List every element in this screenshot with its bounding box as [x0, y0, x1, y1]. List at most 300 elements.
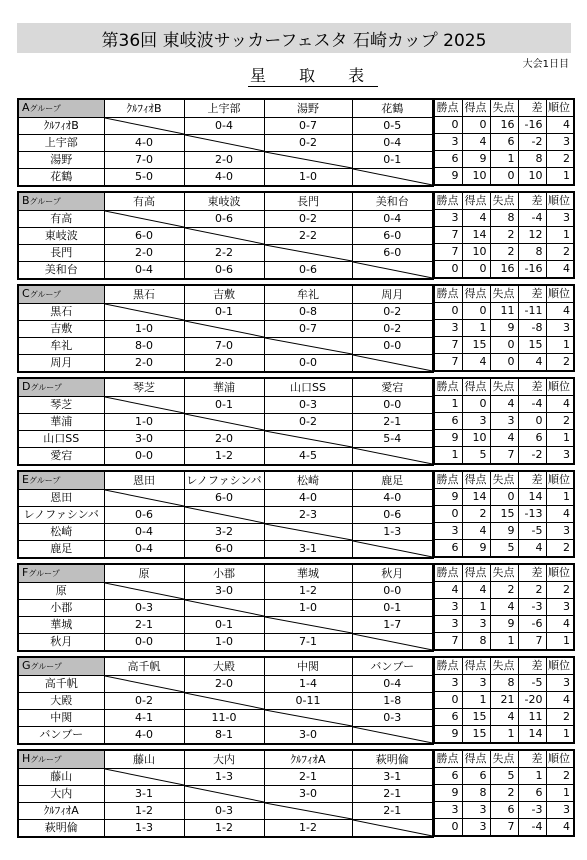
stat-cell: 6 — [490, 802, 518, 819]
team-column-header: 湯野 — [264, 99, 352, 118]
stat-cell: 0 — [490, 168, 518, 186]
team-row-name: 中関 — [18, 710, 104, 727]
tournament-title: 第36回 東岐波サッカーフェスタ 石崎カップ 2025 — [101, 30, 487, 51]
diagonal-cell — [264, 803, 352, 820]
stats-header-row — [434, 657, 574, 675]
group-a — [17, 98, 573, 187]
diagonal-line — [185, 786, 264, 802]
stat-cell: 0 — [462, 117, 490, 134]
stat-cell: 9 — [490, 523, 518, 540]
stat-cell: 0 — [434, 117, 462, 134]
team-column-header: ｸﾙﾌｨｵA — [264, 750, 352, 769]
stat-cell: 9 — [490, 320, 518, 337]
stat-header: 差 — [518, 471, 546, 489]
diagonal-cell — [104, 211, 184, 228]
team-row-name: 高千帆 — [18, 676, 104, 693]
stat-cell: 0 — [434, 819, 462, 837]
diagonal-cell — [184, 693, 264, 710]
header-row — [18, 99, 433, 118]
team-row-name: 周月 — [18, 355, 104, 373]
team-row-name: ｸﾙﾌｨｵB — [18, 118, 104, 135]
group-letter: G — [22, 659, 31, 672]
diagonal-line — [105, 397, 184, 413]
stat-cell: 0 — [462, 303, 490, 320]
stat-cell: 3 — [434, 320, 462, 337]
stat-cell: 8 — [518, 244, 546, 261]
score-cell: 2-0 — [104, 245, 184, 262]
team-row-name: 秋月 — [18, 634, 104, 652]
table-row — [18, 414, 433, 431]
score-cell: 2-0 — [184, 152, 264, 169]
diagonal-line — [265, 152, 352, 168]
stat-cell: 4 — [462, 134, 490, 151]
team-column-header: 華浦 — [184, 378, 264, 397]
group-letter: A — [22, 101, 30, 114]
stat-cell: 1 — [546, 430, 574, 447]
stat-header: 差 — [518, 657, 546, 675]
score-cell: 0-4 — [104, 262, 184, 280]
stats-row — [434, 616, 574, 633]
stat-cell: 0 — [434, 261, 462, 279]
score-cell: 1-0 — [104, 321, 184, 338]
results-table — [17, 284, 434, 373]
group-label — [18, 99, 104, 118]
stat-header: 勝点 — [434, 285, 462, 303]
stat-cell: 15 — [490, 506, 518, 523]
stat-cell: 4 — [546, 616, 574, 633]
score-cell: 0-0 — [264, 355, 352, 373]
stat-cell: 2 — [490, 244, 518, 261]
diagonal-cell — [352, 634, 433, 652]
score-cell: 8-1 — [184, 727, 264, 745]
diagonal-cell — [104, 490, 184, 507]
score-cell: 5-0 — [104, 169, 184, 187]
team-row-name: 牟礼 — [18, 338, 104, 355]
stats-row — [434, 413, 574, 430]
score-cell: 7-0 — [184, 338, 264, 355]
stat-header: 得点 — [462, 285, 490, 303]
stat-cell: 6 — [462, 768, 490, 785]
stat-cell: 3 — [546, 599, 574, 616]
diagonal-cell — [104, 769, 184, 786]
group-suffix: グループ — [30, 662, 62, 671]
table-row — [18, 118, 433, 135]
score-cell: 3-0 — [264, 727, 352, 745]
stat-header: 順位 — [546, 378, 574, 396]
stat-cell: 21 — [490, 692, 518, 709]
table-row — [18, 321, 433, 338]
diagonal-cell — [264, 152, 352, 169]
score-cell: 0-7 — [264, 321, 352, 338]
stat-header: 順位 — [546, 657, 574, 675]
stat-cell: 2 — [546, 768, 574, 785]
diagonal-line — [265, 803, 352, 819]
stat-cell: 2 — [518, 582, 546, 599]
team-row-name: 琴芝 — [18, 397, 104, 414]
team-column-header: 大殿 — [184, 657, 264, 676]
header-row — [18, 471, 433, 490]
team-row-name: 小郡 — [18, 600, 104, 617]
stat-cell: 8 — [462, 785, 490, 802]
stats-row — [434, 692, 574, 709]
score-cell: 7-1 — [264, 634, 352, 652]
table-row — [18, 693, 433, 710]
table-row — [18, 803, 433, 820]
score-cell: 2-1 — [352, 803, 433, 820]
team-row-name: 華城 — [18, 617, 104, 634]
stat-cell: 2 — [546, 582, 574, 599]
group-b — [17, 191, 573, 280]
score-cell: 0-3 — [352, 710, 433, 727]
score-cell: 0-0 — [352, 397, 433, 414]
stat-cell: 9 — [462, 540, 490, 558]
diagonal-line — [105, 490, 184, 506]
stat-cell: 14 — [518, 489, 546, 506]
score-cell: 6-0 — [104, 228, 184, 245]
table-row — [18, 524, 433, 541]
team-row-name: 花鶴 — [18, 169, 104, 187]
score-cell: 0-4 — [352, 135, 433, 152]
score-cell: 1-0 — [264, 169, 352, 187]
score-cell: 1-0 — [264, 600, 352, 617]
diagonal-line — [353, 262, 433, 278]
score-cell: 1-2 — [264, 583, 352, 600]
group-letter: F — [22, 566, 29, 579]
group-d — [17, 377, 573, 466]
score-cell: 3-1 — [104, 786, 184, 803]
stat-cell: 3 — [462, 675, 490, 692]
score-cell: 0-2 — [264, 414, 352, 431]
stat-cell: 3 — [434, 134, 462, 151]
stat-cell: 2 — [490, 785, 518, 802]
stat-cell: 3 — [434, 599, 462, 616]
team-column-header: 牟礼 — [264, 285, 352, 304]
team-column-header: 有高 — [104, 192, 184, 211]
table-row — [18, 211, 433, 228]
stat-cell: 16 — [490, 117, 518, 134]
group-label — [18, 471, 104, 490]
stat-cell: 7 — [434, 354, 462, 372]
stat-cell: 14 — [518, 726, 546, 744]
team-row-name: ｸﾙﾌｨｵA — [18, 803, 104, 820]
team-column-header: 原 — [104, 564, 184, 583]
diagonal-cell — [352, 355, 433, 373]
stat-cell: 1 — [546, 726, 574, 744]
team-row-name: 鹿足 — [18, 541, 104, 559]
team-row-name: レノファシンバ — [18, 507, 104, 524]
team-row-name: 藤山 — [18, 769, 104, 786]
diagonal-cell — [104, 583, 184, 600]
team-row-name: 吉敷 — [18, 321, 104, 338]
results-table — [17, 98, 434, 187]
header-row — [18, 564, 433, 583]
stat-cell: 4 — [462, 210, 490, 227]
table-row — [18, 228, 433, 245]
stat-cell: 6 — [434, 709, 462, 726]
stats-table — [433, 377, 575, 465]
stats-row — [434, 489, 574, 506]
stats-row — [434, 802, 574, 819]
score-cell: 0-0 — [104, 634, 184, 652]
stat-cell: 1 — [434, 396, 462, 413]
diagonal-line — [105, 118, 184, 134]
table-row — [18, 507, 433, 524]
stat-cell: 6 — [518, 430, 546, 447]
table-row — [18, 397, 433, 414]
stat-cell: 7 — [434, 227, 462, 244]
score-cell: 0-2 — [264, 211, 352, 228]
score-cell: 0-0 — [352, 338, 433, 355]
stats-row — [434, 117, 574, 134]
group-label — [18, 750, 104, 769]
score-cell: 0-2 — [104, 693, 184, 710]
stat-cell: -20 — [518, 692, 546, 709]
stat-cell: 6 — [518, 785, 546, 802]
stat-cell: 3 — [462, 819, 490, 837]
score-cell: 4-0 — [352, 490, 433, 507]
team-column-header: 松崎 — [264, 471, 352, 490]
team-row-name: 長門 — [18, 245, 104, 262]
stat-cell: -3 — [518, 599, 546, 616]
score-cell: 3-1 — [264, 541, 352, 559]
score-cell: 0-0 — [352, 583, 433, 600]
score-cell: 7-0 — [104, 152, 184, 169]
team-column-header: 周月 — [352, 285, 433, 304]
stat-cell: 9 — [434, 430, 462, 447]
table-row — [18, 617, 433, 634]
table-row — [18, 262, 433, 280]
stat-cell: 3 — [434, 210, 462, 227]
score-cell: 3-0 — [264, 786, 352, 803]
stats-row — [434, 523, 574, 540]
header-row — [18, 285, 433, 304]
stats-row — [434, 396, 574, 413]
stat-header: 得点 — [462, 192, 490, 210]
diagonal-line — [105, 676, 184, 692]
stat-cell: 3 — [462, 616, 490, 633]
stat-cell: 15 — [462, 709, 490, 726]
stat-cell: -5 — [518, 675, 546, 692]
group-letter: C — [22, 287, 30, 300]
stat-cell: 16 — [490, 261, 518, 279]
stat-cell: 2 — [546, 709, 574, 726]
stat-cell: 6 — [434, 540, 462, 558]
score-cell: 1-2 — [184, 820, 264, 838]
stat-cell: -6 — [518, 616, 546, 633]
team-row-name: 美和台 — [18, 262, 104, 280]
score-cell: 8-0 — [104, 338, 184, 355]
stat-header: 順位 — [546, 192, 574, 210]
score-cell: 2-2 — [264, 228, 352, 245]
team-column-header: 鹿足 — [352, 471, 433, 490]
group-h — [17, 749, 573, 838]
stat-header: 勝点 — [434, 378, 462, 396]
stat-cell: 2 — [490, 227, 518, 244]
stat-cell: 6 — [434, 151, 462, 168]
stat-cell: -5 — [518, 523, 546, 540]
stat-cell: 3 — [490, 413, 518, 430]
table-row — [18, 727, 433, 745]
table-row — [18, 431, 433, 448]
table-row — [18, 490, 433, 507]
score-cell: 0-1 — [184, 304, 264, 321]
header-row — [18, 192, 433, 211]
stat-cell: 4 — [490, 396, 518, 413]
stat-cell: 3 — [434, 802, 462, 819]
score-cell: 0-2 — [352, 321, 433, 338]
team-column-header: 中関 — [264, 657, 352, 676]
score-cell: 11-0 — [184, 710, 264, 727]
stat-cell: 0 — [490, 337, 518, 354]
stat-header: 得点 — [462, 471, 490, 489]
stat-cell: -2 — [518, 447, 546, 465]
table-row — [18, 583, 433, 600]
stat-cell: 3 — [462, 413, 490, 430]
team-row-name: 上宇部 — [18, 135, 104, 152]
stat-cell: 4 — [518, 540, 546, 558]
table-row — [18, 769, 433, 786]
score-cell: 0-6 — [104, 507, 184, 524]
diagonal-line — [265, 617, 352, 633]
stat-cell: 1 — [546, 227, 574, 244]
table-row — [18, 169, 433, 187]
group-g — [17, 656, 573, 745]
score-cell: 2-1 — [104, 617, 184, 634]
diagonal-line — [185, 135, 264, 151]
stat-cell: 6 — [434, 768, 462, 785]
stat-cell: 9 — [434, 168, 462, 186]
team-column-header: 華城 — [264, 564, 352, 583]
diagonal-line — [353, 634, 433, 650]
diagonal-line — [353, 727, 433, 743]
score-cell: 0-6 — [184, 211, 264, 228]
diagonal-cell — [104, 118, 184, 135]
stats-row — [434, 506, 574, 523]
group-letter: D — [22, 380, 31, 393]
team-column-header: 長門 — [264, 192, 352, 211]
table-row — [18, 541, 433, 559]
stat-header: 得点 — [462, 657, 490, 675]
stat-header: 勝点 — [434, 657, 462, 675]
table-row — [18, 304, 433, 321]
team-column-header: 恩田 — [104, 471, 184, 490]
table-row — [18, 355, 433, 373]
table-row — [18, 600, 433, 617]
table-row — [18, 676, 433, 693]
score-cell: 4-0 — [264, 490, 352, 507]
stats-row — [434, 430, 574, 447]
stat-cell: 9 — [462, 151, 490, 168]
stat-cell: 1 — [490, 726, 518, 744]
diagonal-cell — [264, 431, 352, 448]
team-row-name: バンブー — [18, 727, 104, 745]
diagonal-cell — [264, 245, 352, 262]
stat-cell: 8 — [490, 210, 518, 227]
team-column-header: 東岐波 — [184, 192, 264, 211]
stats-row — [434, 210, 574, 227]
stats-row — [434, 134, 574, 151]
stat-cell: 2 — [462, 506, 490, 523]
stats-row — [434, 633, 574, 651]
diagonal-cell — [352, 262, 433, 280]
stat-header: 順位 — [546, 99, 574, 117]
stat-cell: 6 — [434, 413, 462, 430]
stat-cell: 3 — [434, 675, 462, 692]
diagonal-line — [105, 211, 184, 227]
diagonal-cell — [264, 338, 352, 355]
stat-cell: 1 — [462, 320, 490, 337]
team-row-name: 愛宕 — [18, 448, 104, 466]
team-row-name: 有高 — [18, 211, 104, 228]
group-label — [18, 378, 104, 397]
stats-header-row — [434, 564, 574, 582]
stat-cell: 1 — [546, 785, 574, 802]
diagonal-cell — [184, 228, 264, 245]
score-cell: 0-2 — [264, 135, 352, 152]
score-cell: 0-4 — [184, 118, 264, 135]
team-column-header: 秋月 — [352, 564, 433, 583]
team-row-name: 萩明倫 — [18, 820, 104, 838]
team-column-header: 高千帆 — [104, 657, 184, 676]
stat-cell: 3 — [546, 523, 574, 540]
score-cell: 0-1 — [184, 617, 264, 634]
stat-cell: 4 — [490, 430, 518, 447]
diagonal-line — [353, 169, 433, 185]
stat-header: 勝点 — [434, 99, 462, 117]
stats-row — [434, 447, 574, 465]
score-cell: 4-5 — [264, 448, 352, 466]
stat-cell: 4 — [490, 599, 518, 616]
stat-header: 順位 — [546, 285, 574, 303]
stats-row — [434, 151, 574, 168]
stat-cell: 1 — [434, 447, 462, 465]
diagonal-line — [353, 541, 433, 557]
stat-cell: -11 — [518, 303, 546, 320]
team-row-name: 華浦 — [18, 414, 104, 431]
diagonal-line — [265, 431, 352, 447]
stat-cell: 3 — [546, 320, 574, 337]
stat-cell: 10 — [462, 168, 490, 186]
score-cell: 5-4 — [352, 431, 433, 448]
stats-table — [433, 749, 575, 837]
stat-cell: 12 — [518, 227, 546, 244]
diagonal-cell — [352, 820, 433, 838]
diagonal-line — [265, 245, 352, 261]
stat-cell: 1 — [462, 599, 490, 616]
stat-cell: 0 — [490, 489, 518, 506]
score-cell: 0-3 — [184, 803, 264, 820]
stat-cell: 5 — [490, 768, 518, 785]
diagonal-cell — [184, 786, 264, 803]
stat-cell: 4 — [546, 506, 574, 523]
stat-cell: 4 — [490, 709, 518, 726]
stat-cell: 10 — [462, 430, 490, 447]
team-column-header: バンブー — [352, 657, 433, 676]
diagonal-line — [105, 583, 184, 599]
stat-cell: 7 — [490, 447, 518, 465]
stats-header-row — [434, 285, 574, 303]
stat-cell: 9 — [434, 785, 462, 802]
stat-cell: 1 — [490, 633, 518, 651]
score-cell: 2-2 — [184, 245, 264, 262]
stat-cell: 8 — [490, 675, 518, 692]
table-row — [18, 338, 433, 355]
stat-cell: 1 — [490, 151, 518, 168]
stat-header: 差 — [518, 750, 546, 768]
score-cell: 2-0 — [184, 676, 264, 693]
stat-cell: -2 — [518, 134, 546, 151]
score-cell: 0-1 — [352, 152, 433, 169]
